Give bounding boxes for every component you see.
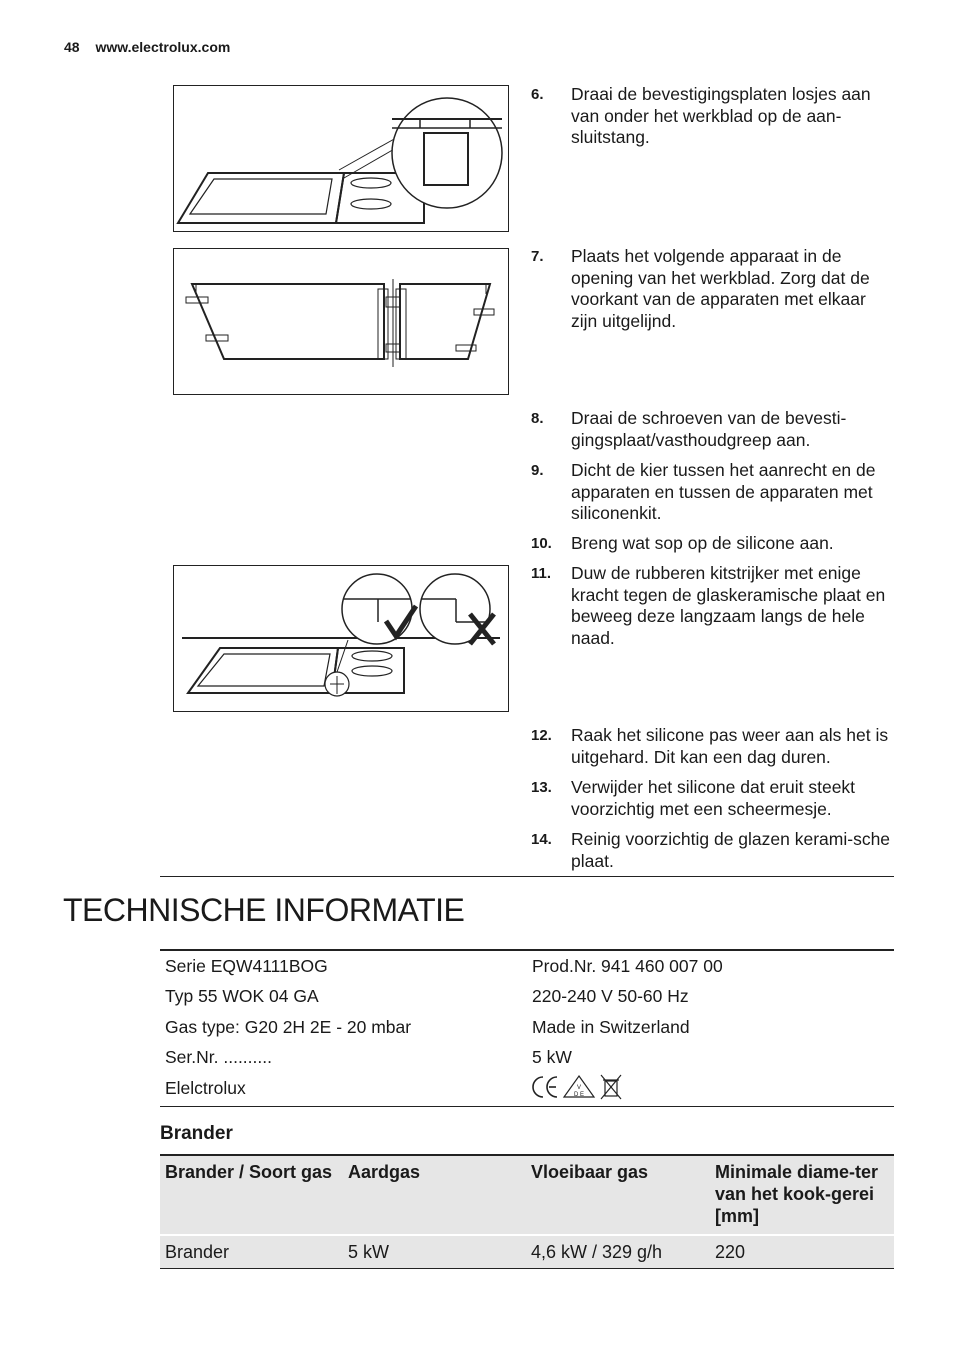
weee-bin-icon: [601, 1075, 621, 1099]
section-title: TECHNISCHE INFORMATIE: [63, 892, 465, 928]
step-number: 11.: [531, 565, 552, 582]
step-text: Reinig voorzichtig de glazen kerami-sche plaat.: [571, 829, 891, 871]
step-number: 6.: [531, 86, 544, 103]
step-number: 13.: [531, 779, 552, 796]
spec-right: Made in Switzerland: [532, 1016, 690, 1037]
header-cell: Aardgas: [348, 1162, 421, 1182]
spec-left: Serie EQW4111BOG: [165, 956, 328, 976]
two-appliances-illustration: [174, 249, 508, 394]
step-number: 12.: [531, 727, 552, 744]
step-number: 7.: [531, 248, 544, 265]
header-cell: Brander / Soort gas: [165, 1162, 333, 1182]
step-text: Plaats het volgende apparaat in de opening van het werkblad. Zorg dat de voorkant van de apparaten met elkaar zijn uitgelijnd.: [571, 246, 870, 331]
vde-mark-icon: [564, 1076, 594, 1098]
step-text: Draai de bevestigingsplaten losjes aan van onder het werkblad op de aan-sluitstang.: [571, 84, 871, 147]
step-11: [531, 563, 891, 649]
step-12: [531, 725, 891, 768]
site-url: www.electrolux.com: [95, 39, 231, 55]
spec-left: Gas type: G20 2H 2E - 20 mbar: [165, 1016, 412, 1037]
step-text: Raak het silicone pas weer aan als het is uitgehard. Dit kan een dag duren.: [571, 725, 889, 767]
header-cell: Minimale diame-ter van het kook-gerei [mm]: [715, 1162, 879, 1226]
figure-alignment: [173, 248, 509, 395]
burner-table: [160, 1154, 894, 1269]
table-cell: 5 kW: [348, 1242, 390, 1262]
table-row: [160, 1236, 894, 1269]
step-text: Dicht de kier tussen het aanrecht en de apparaten en tussen de apparaten met siliconenkit.: [571, 460, 876, 523]
step-number: 14.: [531, 831, 552, 848]
step-10: [531, 533, 891, 555]
step-text: Breng wat sop op de silicone aan.: [571, 533, 834, 553]
spec-row: [160, 952, 894, 982]
sealant-illustration: [174, 566, 508, 711]
hob-bracket-illustration: [174, 86, 508, 231]
spec-right: 220-240 V 50-60 Hz: [532, 986, 689, 1007]
step-text: Duw de rubberen kitstrijker met enige kracht tegen de glaskeramische plaat en beweeg deze langzaam langs de hele naad.: [571, 563, 886, 648]
step-number: 10.: [531, 535, 552, 552]
spec-left: Typ 55 WOK 04 GA: [165, 986, 319, 1007]
page-header: [64, 39, 230, 55]
step-number: 9.: [531, 462, 544, 479]
figure-silicone-scraper: [173, 565, 509, 712]
section-divider: [160, 876, 894, 877]
ce-mark-icon: [533, 1077, 557, 1097]
header-cell: Vloeibaar gas: [531, 1162, 649, 1182]
step-9: [531, 460, 891, 525]
step-6: [531, 84, 891, 149]
table-cell: Brander: [165, 1242, 230, 1262]
page-number: 48: [64, 39, 80, 55]
spec-row: [160, 1074, 894, 1104]
svg-text:D E: D E: [573, 1092, 585, 1098]
spec-row: [160, 982, 894, 1012]
spec-row: [160, 1043, 894, 1073]
step-text: Draai de schroeven van de bevesti-gingsplaat/vasthoudgreep aan.: [571, 408, 847, 450]
spec-top-rule: [160, 949, 894, 951]
step-14: [531, 829, 891, 872]
spec-left: Ser.Nr. ..........: [165, 1047, 272, 1068]
figure-mounting-plates: [173, 85, 509, 232]
certification-icons: [531, 1073, 627, 1101]
svg-text:V: V: [576, 1085, 582, 1091]
step-number: 8.: [531, 410, 544, 427]
step-13: [531, 777, 891, 820]
burner-section-title: Brander: [160, 1123, 233, 1144]
table-cell: 4,6 kW / 329 g/h: [531, 1242, 663, 1262]
burner-table-header: [160, 1154, 894, 1235]
table-cell: 220: [715, 1242, 746, 1262]
spec-row: [160, 1013, 894, 1043]
spec-left: Elelctrolux: [165, 1077, 246, 1098]
spec-right: 5 kW: [532, 1047, 572, 1068]
spec-table: [160, 952, 894, 1104]
step-7: [531, 246, 891, 332]
certification-marks: [531, 1073, 627, 1106]
spec-bottom-rule: [160, 1106, 894, 1107]
spec-right: Prod.Nr. 941 460 007 00: [532, 956, 723, 976]
step-8: [531, 408, 891, 451]
step-text: Verwijder het silicone dat eruit steekt voorzichtig met een scheermesje.: [571, 777, 856, 819]
